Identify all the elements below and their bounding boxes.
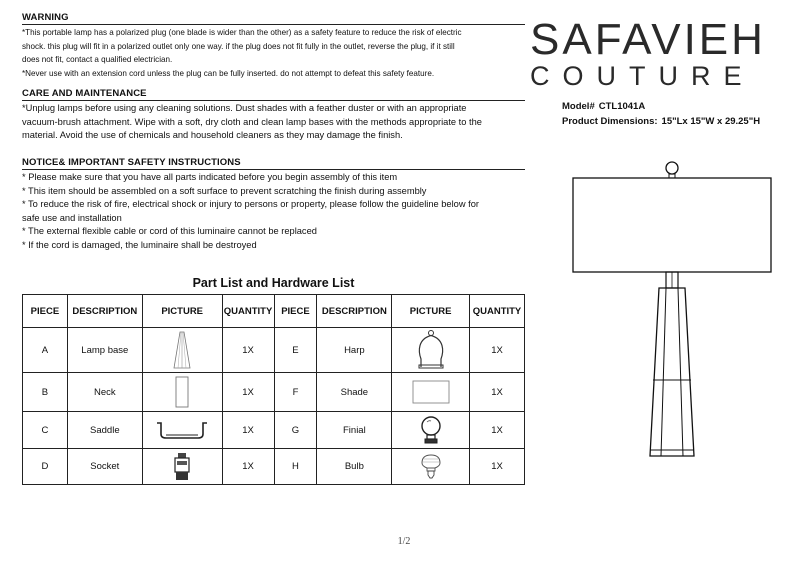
care-text: [22, 102, 525, 143]
piece-cell: F: [274, 373, 317, 412]
piece-cell: G: [274, 412, 317, 449]
quantity-cell: 1X: [470, 412, 525, 449]
piece-cell: D: [23, 449, 68, 485]
description-cell: Saddle: [67, 412, 142, 449]
shade-icon: [411, 379, 451, 405]
piece-cell: H: [274, 449, 317, 485]
dimensions-line: [562, 114, 760, 129]
care-section: [22, 88, 525, 143]
notice-line: safe use and installation: [22, 212, 122, 223]
column-header: PIECE: [274, 295, 317, 328]
column-header: PICTURE: [142, 295, 222, 328]
picture-cell: [392, 412, 470, 449]
harp-icon: [413, 329, 449, 371]
table-row: [23, 373, 525, 412]
description-cell: Bulb: [317, 449, 392, 485]
product-info: [562, 99, 760, 129]
description-cell: Finial: [317, 412, 392, 449]
column-header: QUANTITY: [470, 295, 525, 328]
description-cell: Neck: [67, 373, 142, 412]
brand-subline: COUTURE: [530, 61, 755, 91]
model-line: [562, 99, 760, 114]
notice-section: [22, 157, 525, 253]
brand-logo: [530, 14, 780, 90]
column-header: QUANTITY: [222, 295, 274, 328]
page-number: 1/2: [397, 536, 411, 547]
quantity-cell: 1X: [222, 412, 274, 449]
bulb-icon: [419, 453, 443, 481]
warning-line: *This portable lamp has a polarized plug (one blade is wider than the other) as a safety feature to reduce the risk of electric: [22, 28, 462, 37]
notice-heading: NOTICE& IMPORTANT SAFETY INSTRUCTIONS: [22, 157, 525, 170]
description-cell: Lamp base: [67, 328, 142, 373]
finial-icon: [418, 414, 444, 446]
lamp-base-icon: [170, 330, 194, 370]
quantity-cell: 1X: [470, 449, 525, 485]
care-line: vacuum-brush attachment. Wipe with a soft, dry cloth and clean lamp bases with the methods appropriate to the: [22, 116, 482, 127]
model-value: CTL1041A: [598, 101, 646, 112]
table-row: [23, 449, 525, 485]
column-header: PIECE: [23, 295, 68, 328]
brand-name: SAFAVIEH: [530, 15, 766, 64]
parts-table-title: Part List and Hardware List: [192, 276, 355, 290]
column-header: DESCRIPTION: [67, 295, 142, 328]
quantity-cell: 1X: [470, 373, 525, 412]
notice-line: * If the cord is damaged, the luminaire shall be destroyed: [22, 239, 257, 250]
quantity-cell: 1X: [222, 328, 274, 373]
picture-cell: [142, 373, 222, 412]
parts-table: [22, 294, 525, 485]
quantity-cell: 1X: [222, 373, 274, 412]
dimensions-label: Product Dimensions:: [562, 116, 658, 127]
quantity-cell: 1X: [470, 328, 525, 373]
warning-heading: WARNING: [22, 12, 525, 25]
piece-cell: E: [274, 328, 317, 373]
notice-line: * Please make sure that you have all parts indicated before you begin assembly of this item: [22, 172, 398, 182]
socket-icon: [172, 452, 192, 482]
piece-cell: C: [23, 412, 68, 449]
picture-cell: [142, 328, 222, 373]
piece-cell: B: [23, 373, 68, 412]
table-lamp-drawing-icon: [562, 160, 792, 460]
warning-line: shock. this plug will fit in a polarized outlet only one way. if the plug does not fit fully in the outlet, reverse the plug, if it still: [22, 41, 455, 51]
picture-cell: [392, 373, 470, 412]
picture-cell: [392, 449, 470, 485]
dimensions-value: 15"Lx 15"W x 29.25"H: [661, 116, 761, 127]
care-heading: CARE AND MAINTENANCE: [22, 88, 525, 101]
model-label: Model#: [562, 101, 595, 112]
notice-line: * This item should be assembled on a soft surface to prevent scratching the finish during assembly: [22, 185, 427, 196]
warning-text: [22, 26, 525, 80]
table-row: [23, 412, 525, 449]
picture-cell: [142, 449, 222, 485]
notice-line: * The external flexible cable or cord of this luminaire cannot be replaced: [22, 226, 317, 237]
table-row: [23, 328, 525, 373]
quantity-cell: 1X: [222, 449, 274, 485]
notice-text: [22, 171, 525, 253]
picture-cell: [142, 412, 222, 449]
description-cell: Socket: [67, 449, 142, 485]
description-cell: Harp: [317, 328, 392, 373]
care-line: material. Avoid the use of chemicals and household cleaners as they may damage the finish.: [22, 130, 403, 141]
table-header-row: [23, 295, 525, 328]
notice-line: * To reduce the risk of fire, electrical shock or injury to persons or property, please follow the guideline below for: [22, 199, 479, 210]
piece-cell: A: [23, 328, 68, 373]
care-line: *Unplug lamps before using any cleaning solutions. Dust shades with a feather duster or with an appropriate: [22, 103, 467, 113]
description-cell: Shade: [317, 373, 392, 412]
warning-section: [22, 12, 525, 80]
picture-cell: [392, 328, 470, 373]
warning-line: *Never use with an extension cord unless the plug can be fully inserted. do not attempt to defeat this safety feature.: [22, 68, 435, 78]
warning-line: does not fit, contact a qualified electrician.: [22, 55, 173, 64]
column-header: PICTURE: [392, 295, 470, 328]
neck-icon: [174, 376, 190, 408]
column-header: DESCRIPTION: [317, 295, 392, 328]
saddle-icon: [154, 418, 210, 442]
